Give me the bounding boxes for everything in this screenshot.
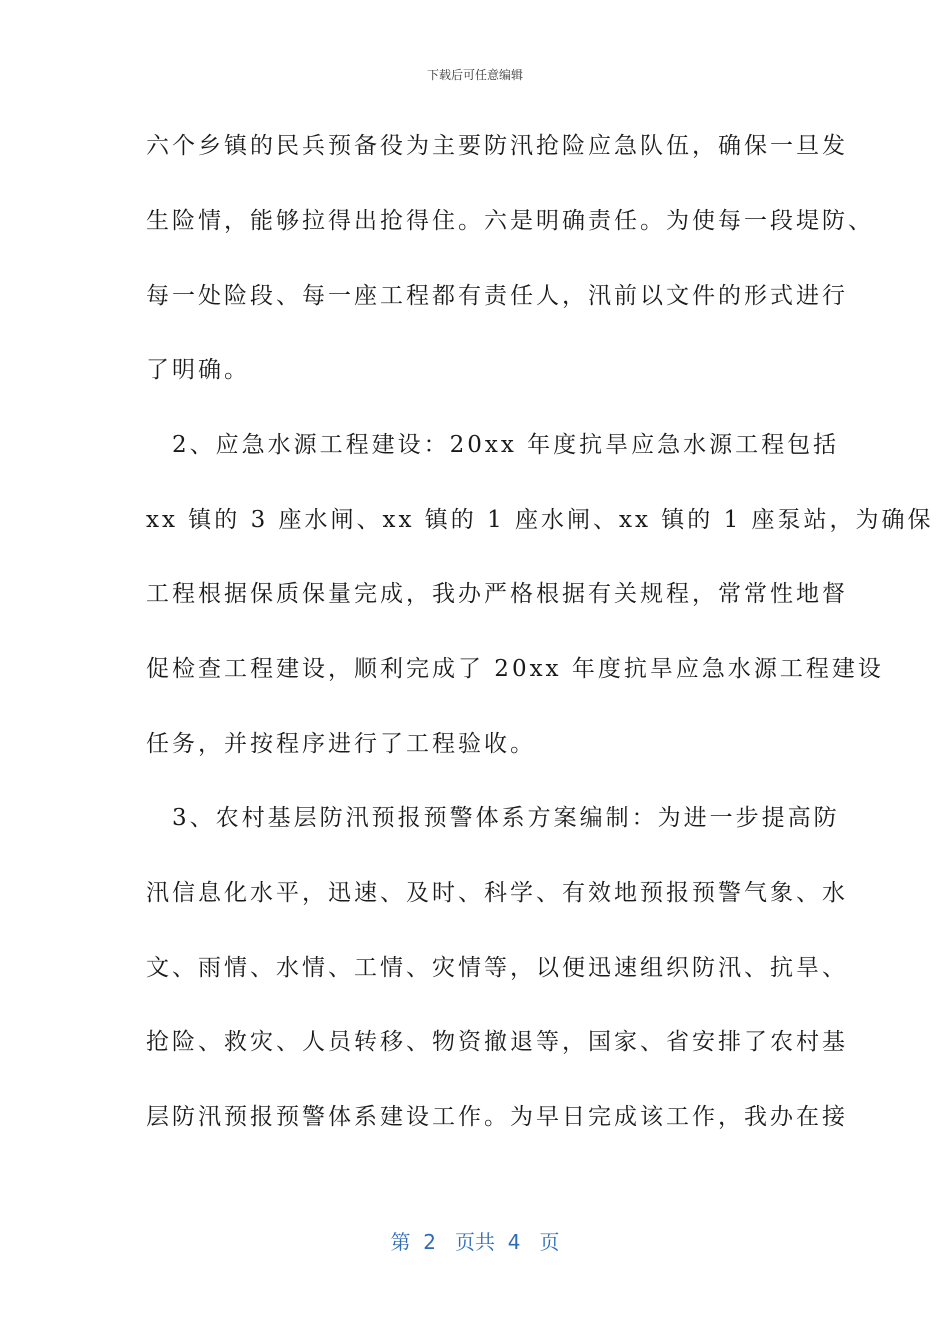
header-note: 下载后可任意编辑 [426,68,523,82]
body-line: 层防汛预报预警体系建设工作。为早日完成该工作，我办在接 [146,1104,848,1130]
body-line: 了明确。 [146,357,250,383]
body-line: 3、农村基层防汛预报预警体系方案编制：为进一步提高防 [146,805,840,831]
body-line: 每一处险段、每一座工程都有责任人，汛前以文件的形式进行 [146,283,848,309]
body-line: 汛信息化水平，迅速、及时、科学、有效地预报预警气象、水 [146,880,848,906]
body-line: 2、应急水源工程建设：20xx 年度抗旱应急水源工程包括 [146,432,840,458]
body-line: 促检查工程建设，顺利完成了 20xx 年度抗旱应急水源工程建设 [146,656,884,682]
body-line: 生险情，能够拉得出抢得住。六是明确责任。为使每一段堤防、 [146,208,874,234]
body-line: 六个乡镇的民兵预备役为主要防汛抢险应急队伍，确保一旦发 [146,133,848,159]
body-line: 文、雨情、水情、工情、灾情等，以便迅速组织防汛、抗旱、 [146,955,848,981]
body-line: 任务，并按程序进行了工程验收。 [146,731,536,757]
body-line: 工程根据保质保量完成，我办严格根据有关规程，常常性地督 [146,581,848,607]
body-line: 抢险、救灾、人员转移、物资撤退等，国家、省安排了农村基 [146,1029,848,1055]
body-line: xx 镇的 3 座水闸、xx 镇的 1 座水闸、xx 镇的 1 座泵站，为确保 [146,507,934,533]
page-number: 第 2 页共 4 页 [390,1230,560,1254]
